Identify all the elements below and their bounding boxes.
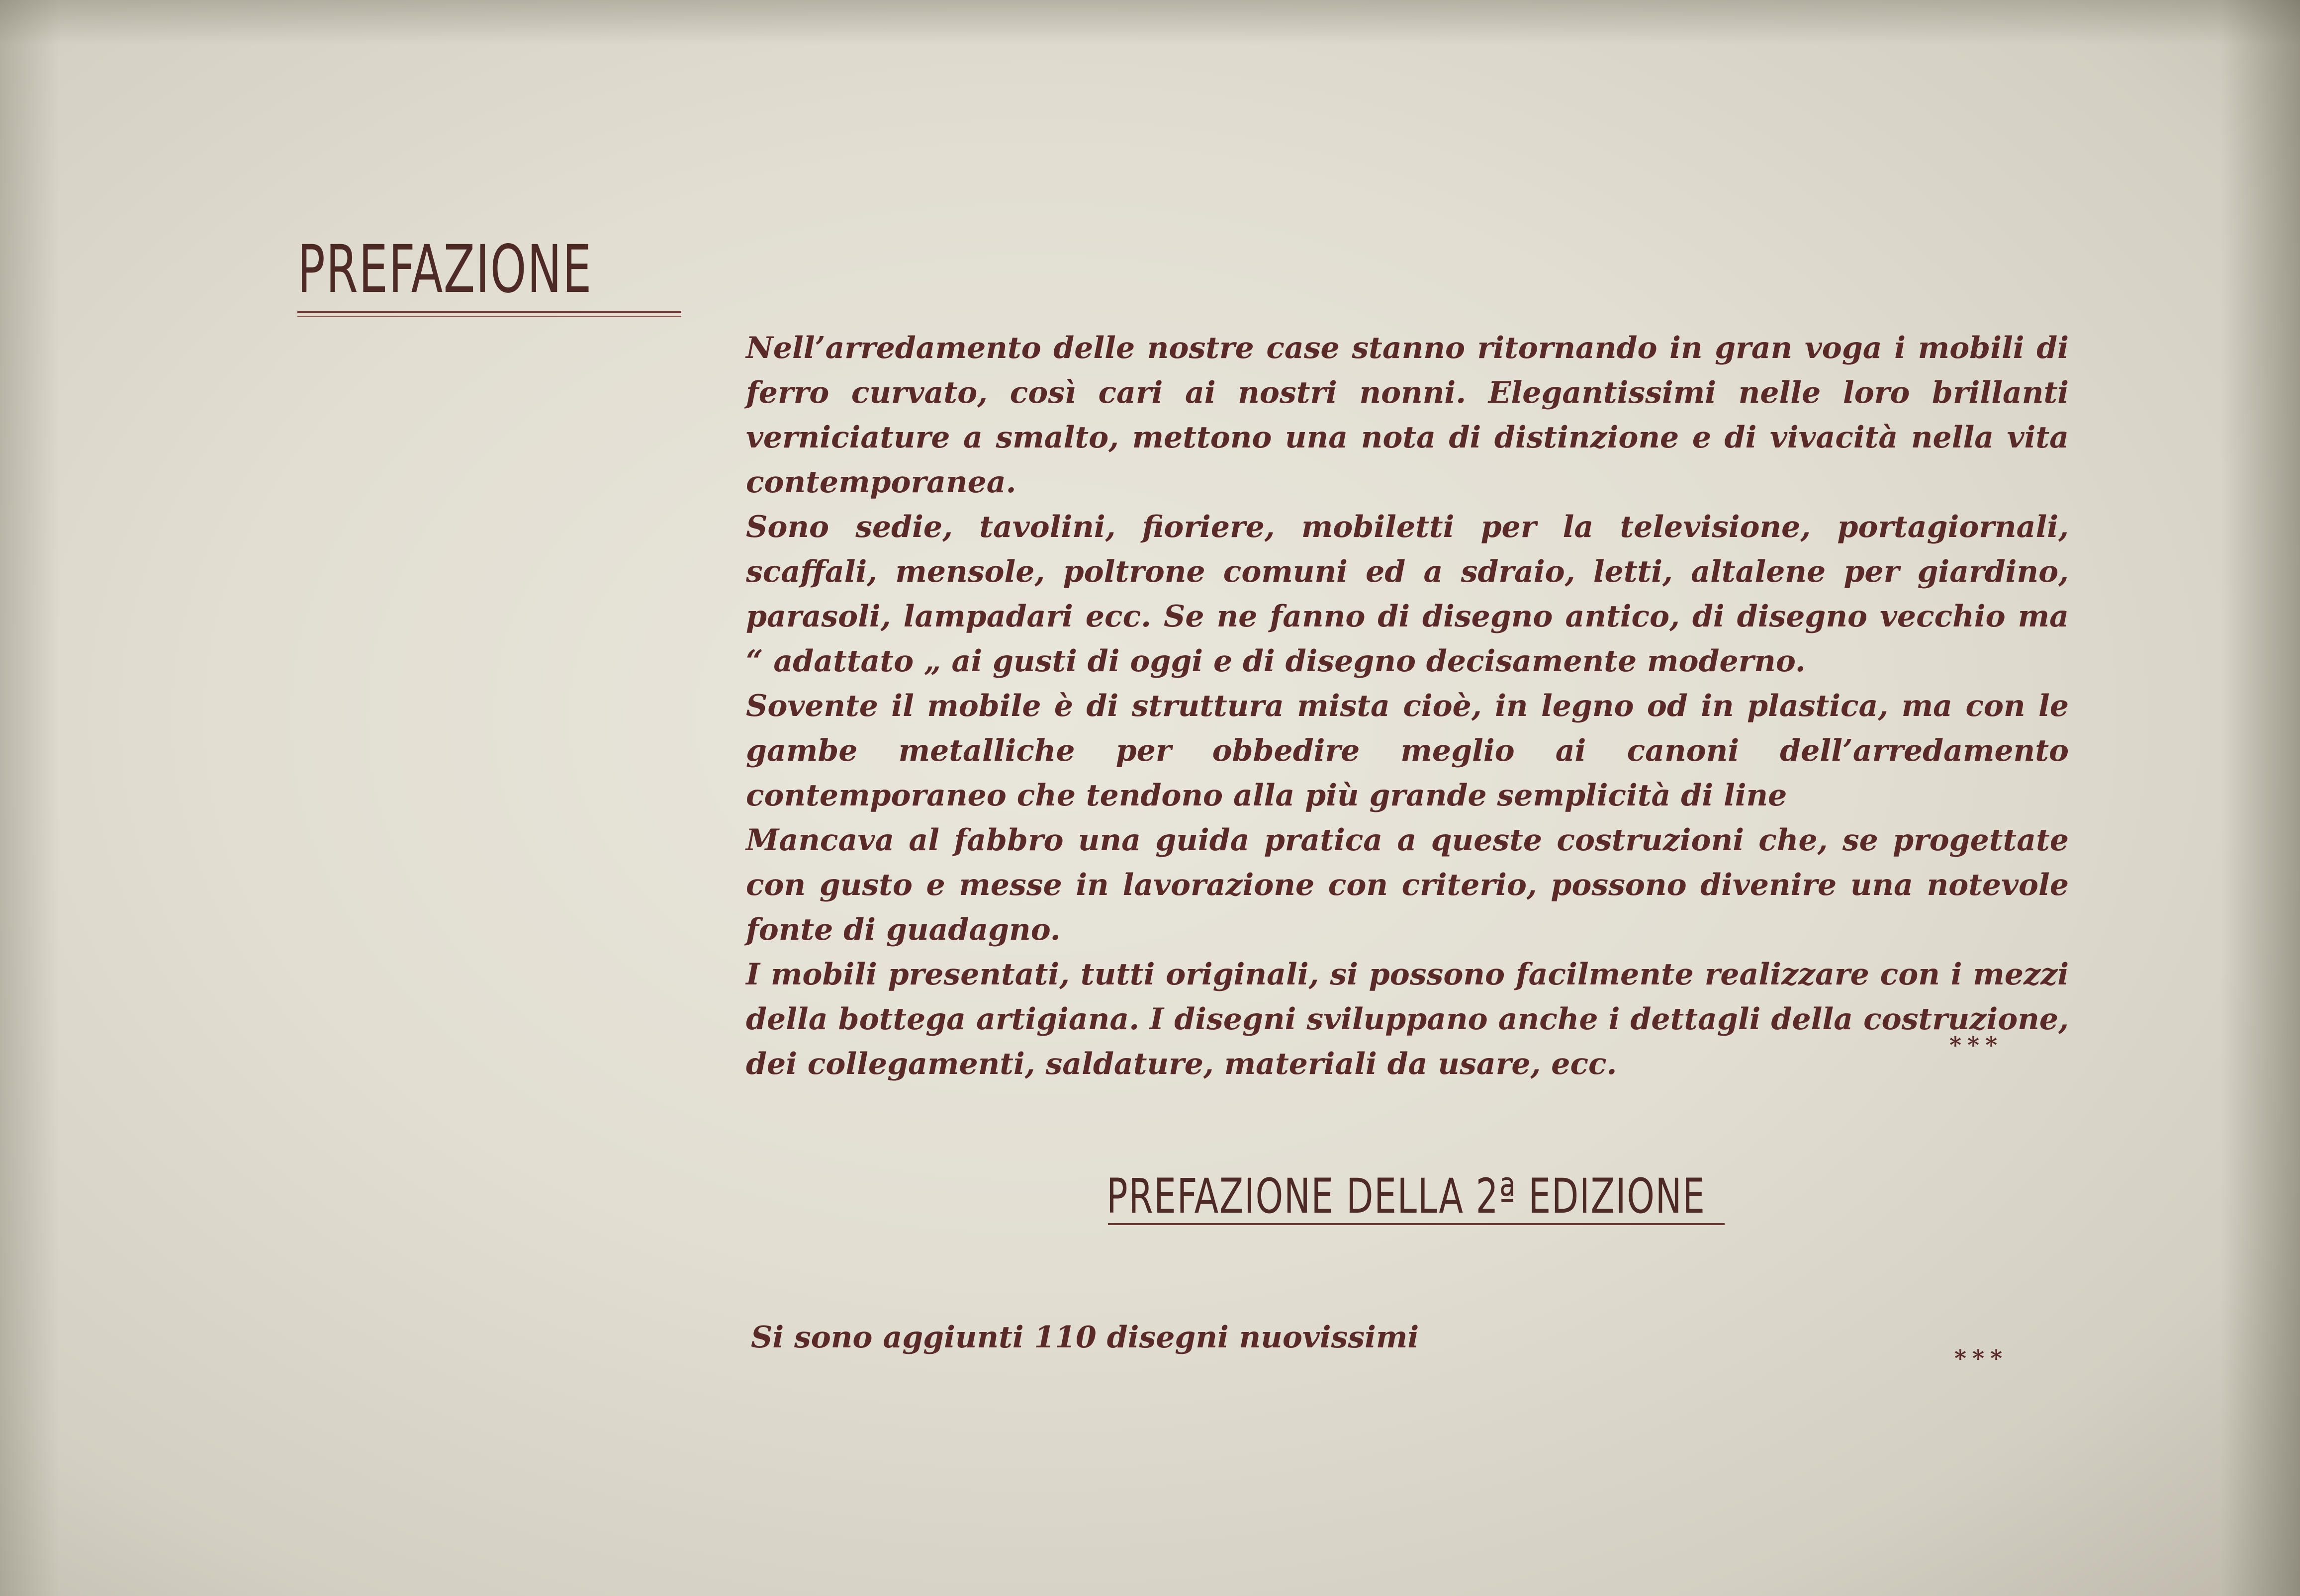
paragraph: Mancava al fabbro una guida pratica a queste costruzioni che, se progettate con gusto e messe in lavorazione con criterio, possono divenire una notevole fonte di guadagno. (746, 823, 2069, 947)
paragraph: Nell’arredamento delle nostre case stanno ritornando in gran voga i mobili di ferro curvato, così cari ai nostri nonni. Elegantissimi nelle loro brillanti verniciature a smalto, mettono una nota di distinzione e di vivacità nella vita contemporanea. (746, 331, 2069, 500)
page-edge-shadow-right (2220, 0, 2300, 1596)
end-separator: *** (1954, 1345, 2009, 1372)
page-edge-shadow-top (0, 0, 2300, 45)
page-edge-shadow-left (0, 0, 60, 1596)
second-edition-text: Si sono aggiunti 110 disegni nuovissimi (751, 1320, 1419, 1355)
paragraph: I mobili presentati, tutti originali, si possono facilmente realizzare con i mezzi della bottega artigiana. I disegni sviluppano anche i dettagli della costruzione, dei collegamenti, saldature, materiali da usare, ecc. (746, 957, 2069, 1081)
page-title: PREFAZIONE (297, 231, 592, 308)
paragraph: Sovente il mobile è di struttura mista cioè, in legno od in plastica, ma con le gambe metalliche per obbedire meglio ai canoni dell’arredamento contemporaneo che tendono alla più grande semplicità di line (746, 689, 2069, 813)
paragraph: Sono sedie, tavolini, fioriere, mobiletti per la televisione, portagiornali, scaffali, mensole, poltrone comuni ed a sdraio, letti, altalene per giardino, parasoli, lampadari ecc. Se ne fanno di disegno antico, di disegno vecchio ma “ adattato „ ai gusti di oggi e di disegno decisamente moderno. (746, 510, 2069, 679)
title-underline (297, 311, 681, 317)
second-title-underline (1108, 1223, 1725, 1225)
section-separator: *** (1949, 1032, 2004, 1059)
preface-body (746, 326, 2069, 1086)
second-edition-title: PREFAZIONE DELLA 2ª EDIZIONE (1106, 1168, 1706, 1224)
